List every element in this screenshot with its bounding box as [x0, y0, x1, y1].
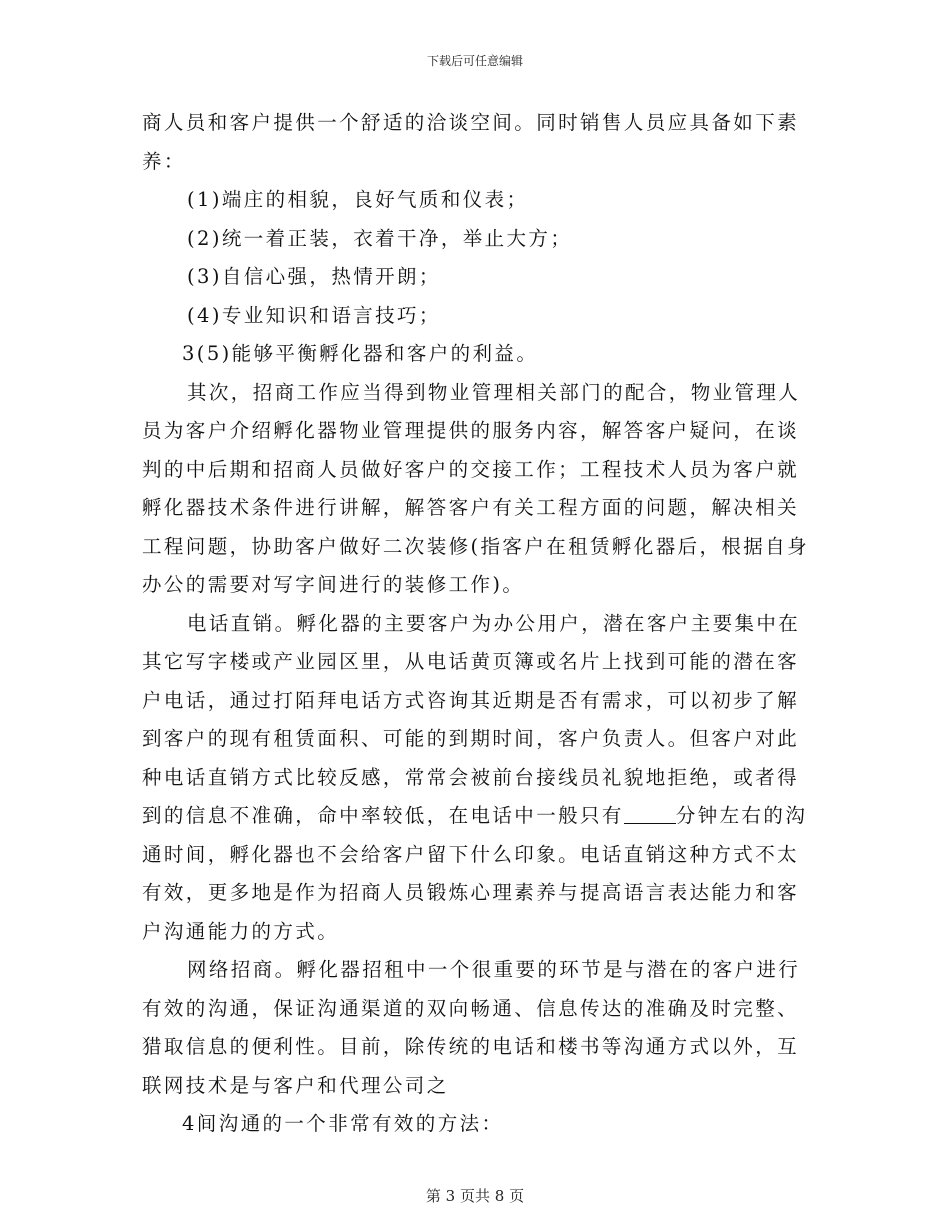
text-line: 猎取信息的便利性。目前，除传统的电话和楼书等沟通方式以外，互 — [142, 1035, 800, 1058]
text-line: 4间沟通的一个非常有效的方法： — [182, 1112, 504, 1135]
list-item: (1)端庄的相貌，良好气质和仪表； — [187, 188, 529, 211]
text-segment: 到的信息不准确，命中率较低，在电话中一般只有 — [142, 804, 624, 827]
list-item: (4)专业知识和语言技巧； — [187, 303, 441, 327]
text-line: 办公的需要对写字间进行的装修工作)。 — [142, 573, 525, 596]
text-line: 种电话直销方式比较反感，常常会被前台接线员礼貌地拒绝，或者得 — [142, 765, 800, 789]
paragraph-first-line: 网络招商。孵化器招租中一个很重要的环节是与潜在的客户进行 — [187, 958, 801, 981]
text-line: 其它写字楼或产业园区里，从电话黄页簿或名片上找到可能的潜在客 — [142, 650, 800, 673]
text-line: 到客户的现有租赁面积、可能的到期时间，客户负责人。但客户对此 — [142, 727, 800, 750]
text-line: 户沟通能力的方式。 — [142, 919, 340, 943]
text-segment: 分钟左右的沟 — [675, 804, 808, 827]
text-line: 工程问题，协助客户做好二次装修(指客户在租赁孵化器后，根据自身 — [142, 534, 810, 558]
text-line: 通时间，孵化器也不会给客户留下什么印象。电话直销这种方式不太 — [142, 842, 800, 866]
text-line: 商人员和客户提供一个舒适的洽谈空间。同时销售人员应具备如下素 — [142, 111, 800, 134]
list-item: (2)统一着正装，衣着干净，举止大方； — [187, 226, 573, 250]
text-line: 有效的沟通，保证沟通渠道的双向畅通、信息传达的准确及时完整、 — [142, 996, 800, 1020]
paragraph-first-line: 电话直销。孵化器的主要客户为办公用户，潜在客户主要集中在 — [187, 611, 801, 635]
text-line: 员为客户介绍孵化器物业管理提供的服务内容，解答客户疑问，在谈 — [142, 419, 800, 442]
text-line-with-blank — [142, 797, 810, 836]
text-line: 有效，更多地是作为招商人员锻炼心理素养与提高语言表达能力和客 — [142, 881, 800, 904]
text-line: 户电话，通过打陌拜电话方式咨询其近期是否有需求，可以初步了解 — [142, 688, 800, 712]
text-line: 判的中后期和招商人员做好客户的交接工作；工程技术人员为客户就 — [142, 457, 800, 481]
paragraph-first-line: 其次，招商工作应当得到物业管理相关部门的配合，物业管理人 — [187, 380, 801, 404]
text-line: 联网技术是与客户和代理公司之 — [142, 1073, 449, 1097]
fill-in-blank — [624, 805, 676, 824]
text-line: 孵化器技术条件进行讲解，解答客户有关工程方面的问题，解决相关 — [142, 496, 800, 519]
list-item: (3)自信心强，热情开朗； — [187, 265, 441, 288]
text-line: 养： — [142, 149, 186, 173]
page-header: 下载后可任意编辑 — [426, 54, 523, 68]
document-body — [142, 104, 810, 1144]
list-item: 3(5)能够平衡孵化器和客户的利益。 — [182, 342, 539, 365]
page-footer: 第 3 页共 8 页 — [425, 1187, 525, 1205]
